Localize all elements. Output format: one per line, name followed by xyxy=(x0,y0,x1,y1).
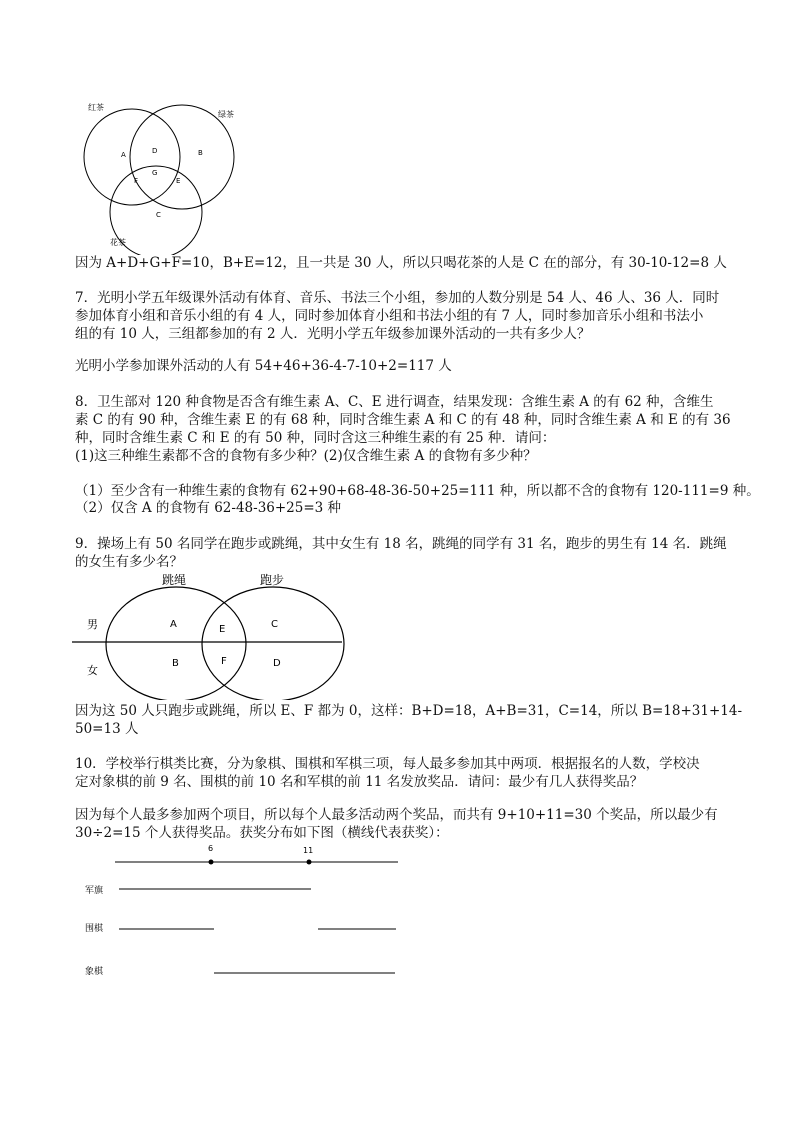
q10-answer-2: 30÷2=15 个人获得奖品。获奖分布如下图（横线代表获奖）： xyxy=(75,825,449,841)
q10-line-2: 定对象棋的前 9 名、围棋的前 10 名和军棋的前 11 名发放奖品．请问：最少有几人获得奖品？ xyxy=(75,774,644,790)
label-male: 男 xyxy=(87,618,98,631)
q10-answer-1: 因为每个人最多参加两个项目，所以每个人最多活动两个奖品，而共有 9+10+11=30 个奖品，所以最少有 xyxy=(75,807,718,823)
venn-diagram-sports xyxy=(70,570,360,700)
label-weiqi: 围棋 xyxy=(85,924,104,934)
q8-line-4: (1)这三种维生素都不含的食物有多少种？(2)仅含维生素 A 的食物有多少种？ xyxy=(75,448,537,464)
label-running: 跑步 xyxy=(260,573,285,587)
venn-label-red-tea: 红茶 xyxy=(88,103,104,112)
q9-line-2: 的女生有多少名？ xyxy=(75,554,183,570)
q9-answer-1: 因为这 50 人只跑步或跳绳，所以 E、F 都为 0，这样：B+D=18，A+B=31，C=14，所以 B=18+31+14- xyxy=(75,703,743,719)
label-female: 女 xyxy=(87,664,98,677)
region-a: A xyxy=(121,151,126,159)
tick-11-dot xyxy=(307,860,312,865)
region-c: C xyxy=(271,619,278,630)
label-rope-skipping: 跳绳 xyxy=(162,573,187,587)
award-distribution-diagram xyxy=(75,840,415,985)
tick-6-label: 6 xyxy=(208,844,214,853)
q8-line-3: 种，同时含维生素 C 和 E 的有 50 种，同时含这三种维生素的有 25 种．请问： xyxy=(75,430,556,446)
region-b: B xyxy=(198,149,203,157)
q7-line-3: 组的有 10 人，三组都参加的有 2 人．光明小学五年级参加课外活动的一共有多少人？ xyxy=(75,326,591,342)
label-junqi: 军旗 xyxy=(85,886,104,896)
q8-line-2: 素 C 的有 90 种，含维生素 E 的有 68 种，同时含维生素 A 和 C 的有 48 种，同时含维生素 A 和 E 的有 36 xyxy=(75,412,731,428)
q10-line-1: 10．学校举行棋类比赛，分为象棋、围棋和军棋三项，每人最多参加其中两项．根据报名的人数，学校决 xyxy=(75,756,700,772)
venn-label-green-tea: 绿茶 xyxy=(218,110,234,119)
region-f: F xyxy=(221,656,227,667)
q9-line-1: 9．操场上有 50 名同学在跑步或跳绳，其中女生有 18 名，跳绳的同学有 31 名，跑步的男生有 14 名．跳绳 xyxy=(75,536,727,552)
region-a: A xyxy=(170,619,177,630)
q8-answer-2: （2）仅含 A 的食物有 62-48-36+25=3 种 xyxy=(75,500,342,516)
q7-answer: 光明小学参加课外活动的人有 54+46+36-4-7-10+2=117 人 xyxy=(75,358,452,374)
venn-diagram-tea xyxy=(70,95,250,255)
region-d: D xyxy=(273,658,281,669)
region-b: B xyxy=(172,658,179,669)
region-g: G xyxy=(152,169,158,177)
tick-6-dot xyxy=(209,860,214,865)
q7-line-1: 7．光明小学五年级课外活动有体育、音乐、书法三个小组，参加的人数分别是 54 人、46 人、36 人．同时 xyxy=(75,290,720,306)
q7-line-2: 参加体育小组和音乐小组的有 4 人，同时参加体育小组和书法小组的有 7 人，同时参加音乐小组和书法小 xyxy=(75,308,704,324)
q8-answer-1: （1）至少含有一种维生素的食物有 62+90+68-48-36-50+25=111 种，所以都不含的食物有 120-111=9 种。 xyxy=(75,483,760,499)
region-e: E xyxy=(219,624,226,635)
q9-answer-2: 50=13 人 xyxy=(75,721,139,737)
region-e: E xyxy=(176,177,181,185)
region-c: C xyxy=(156,211,161,219)
answer-6: 因为 A+D+G+F=10，B+E=12，且一共是 30 人，所以只喝花茶的人是 C 在的部分，有 30-10-12=8 人 xyxy=(75,255,727,271)
label-xiangqi: 象棋 xyxy=(85,967,104,977)
region-f: F xyxy=(134,177,139,185)
venn-label-flower-tea: 花茶 xyxy=(110,238,126,247)
tick-11-label: 11 xyxy=(303,846,314,855)
q8-line-1: 8．卫生部对 120 种食物是否含有维生素 A、C、E 进行调查，结果发现：含维生素 A 的有 62 种，含维生 xyxy=(75,394,714,410)
region-d: D xyxy=(152,147,158,155)
